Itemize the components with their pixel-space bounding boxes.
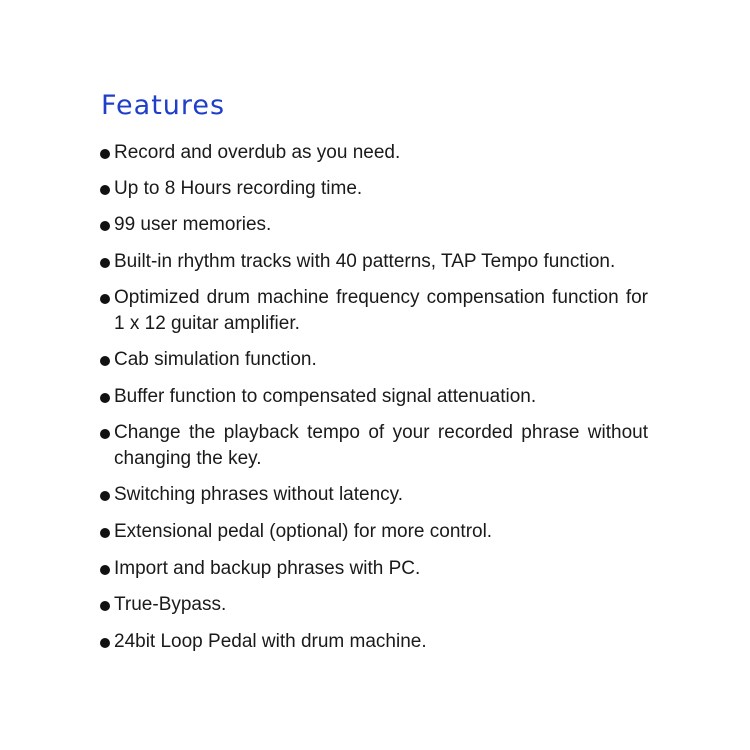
feature-text: Import and backup phrases with PC.	[114, 558, 421, 579]
feature-item	[100, 629, 648, 655]
features-list	[100, 140, 648, 655]
feature-item	[100, 384, 648, 410]
feature-item	[100, 212, 648, 238]
feature-text: Record and overdub as you need.	[114, 142, 401, 163]
bullet-icon	[100, 638, 110, 648]
feature-text: Optimized drum machine frequency compensation function for 1 x 12 guitar amplifier.	[114, 287, 648, 334]
features-title: Features	[101, 90, 226, 121]
bullet-icon	[100, 429, 110, 439]
feature-text: Cab simulation function.	[114, 349, 317, 370]
bullet-icon	[100, 185, 110, 195]
bullet-icon	[100, 601, 110, 611]
bullet-icon	[100, 258, 110, 268]
feature-text: True-Bypass.	[114, 594, 227, 615]
feature-item	[100, 176, 648, 202]
bullet-icon	[100, 393, 110, 403]
feature-text: Up to 8 Hours recording time.	[114, 178, 363, 199]
feature-item	[100, 249, 648, 275]
bullet-icon	[100, 565, 110, 575]
feature-item	[100, 420, 648, 472]
feature-text: 24bit Loop Pedal with drum machine.	[114, 631, 427, 652]
feature-text: Built-in rhythm tracks with 40 patterns, TAP Tempo function.	[114, 251, 616, 272]
bullet-icon	[100, 221, 110, 231]
feature-text: Switching phrases without latency.	[114, 484, 404, 505]
feature-item	[100, 285, 648, 337]
feature-text: Extensional pedal (optional) for more control.	[114, 521, 493, 542]
bullet-icon	[100, 528, 110, 538]
bullet-icon	[100, 294, 110, 304]
bullet-icon	[100, 149, 110, 159]
feature-item	[100, 519, 648, 545]
feature-item	[100, 556, 648, 582]
feature-item	[100, 140, 648, 166]
feature-text: Change the playback tempo of your recorded phrase without changing the key.	[114, 422, 648, 469]
bullet-icon	[100, 356, 110, 366]
feature-item	[100, 482, 648, 508]
feature-item	[100, 347, 648, 373]
feature-text: Buffer function to compensated signal attenuation.	[114, 386, 537, 407]
bullet-icon	[100, 491, 110, 501]
feature-text: 99 user memories.	[114, 214, 272, 235]
feature-item	[100, 592, 648, 618]
